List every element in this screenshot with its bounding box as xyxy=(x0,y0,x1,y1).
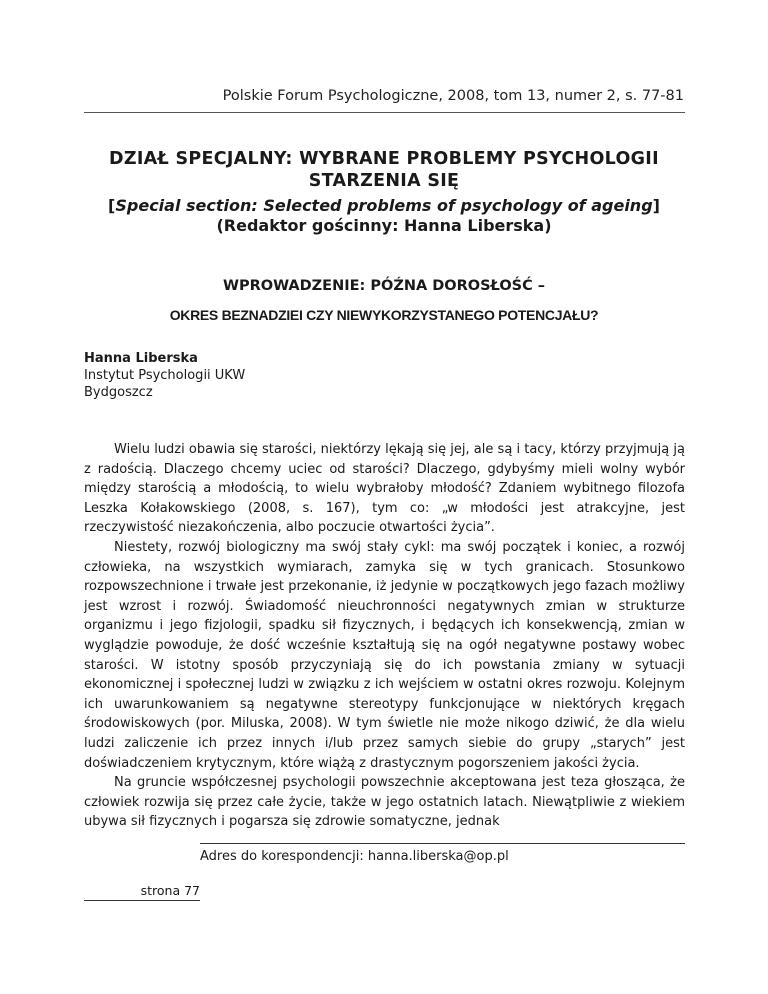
author-institution: Instytut Psychologii UKW xyxy=(84,368,246,383)
section-title-english xyxy=(84,196,684,216)
article-title-line1: WPROWADZENIE: PÓŹNA DOROSŁOŚĆ – xyxy=(222,278,546,294)
paragraph: Wielu ludzi obawia się starości, niektórzy lękają się jej, ale są i tacy, którzy przyjmują ją z radością. Dlaczego chcemy uciec od starości? Dlaczego, gdybyśmy mieli wolny wybór między starością a młodością, to wielu wybrałoby młodość? Zdaniem wybitnego filozofa Leszka Kołakowskiego (2008, s. 167), tym co: „w młodości jest atrakcyjne, jest rzeczywistość niezakończenia, albo poczucie otwartości życia”. xyxy=(84,442,685,536)
journal-citation: Polskie Forum Psychologiczne, 2008, tom 13, numer 2, s. 77-81 xyxy=(222,88,684,104)
bracket-close: ] xyxy=(652,196,660,215)
bracket-open: [ xyxy=(108,196,116,215)
section-title-line1: DZIAŁ SPECJALNY: WYBRANE PROBLEMY PSYCHOLOGII xyxy=(109,149,659,169)
section-title-line2: STARZENIA SIĘ xyxy=(308,171,460,191)
section-title xyxy=(84,148,684,192)
author-block xyxy=(84,350,484,401)
header-rule xyxy=(84,112,685,113)
author-city: Bydgoszcz xyxy=(84,385,153,400)
article-title xyxy=(84,272,684,330)
guest-editor: (Redaktor gościnny: Hanna Liberska) xyxy=(216,216,552,235)
article-title-line2: OKRES BEZNADZIEI CZY NIEWYKORZYSTANEGO POTENCJAŁU? xyxy=(169,307,599,323)
footnote-rule xyxy=(200,843,685,844)
paragraph: Niestety, rozwój biologiczny ma swój stały cykl: ma swój początek i koniec, a rozwój człowieka, na wszystkich wymiarach, zamyka się w tych granicach. Stosunkowo rozpowszechnione i trwałe jest przekonanie, iż jedynie w początkowych jego fazach możliwy jest wzrost i rozwój. Świadomość nieuchronności negatywnych zmian w strukturze organizmu i jego fizjologii, spadku sił fizycznych, i będących ich konsekwencją, zmian w wyglądzie powoduje, że dość wcześnie kształtują się na ogół negatywne postawy wobec starości. W istotny sposób przyczyniają się do ich powstania zmiany w sytuacji ekonomicznej i społecznej ludzi w związku z ich wejściem w ostatni okres rozwoju. Kolejnym ich uwarunkowaniem są negatywne stereotypy funkcjonujące w niektórych kręgach środowiskowych (por. Miluska, 2008). W tym świetle nie może nikogo dziwić, że dla wielu ludzi zaliczenie ich przez innych i/lub przez samych siebie do grupy „starych” jest doświadczeniem krytycznym, które wiążą z drastycznym pogorszeniem jakości życia. xyxy=(84,539,685,771)
english-title: Special section: Selected problems of psychology of ageing xyxy=(115,196,653,215)
author-name: Hanna Liberska xyxy=(84,351,198,366)
article-body xyxy=(84,440,685,832)
correspondence-footnote: Adres do korespondencji: hanna.liberska@op.pl xyxy=(200,849,509,864)
page-number: strona 77 xyxy=(84,883,200,901)
paragraph: Na gruncie współczesnej psychologii powszechnie akceptowana jest teza głosząca, że człowiek rozwija się przez całe życie, także w jego ostatnich latach. Niewątpliwie z wiekiem ubywa sił fizycznych i pogarsza się zdrowie somatyczne, jednak xyxy=(84,775,685,830)
